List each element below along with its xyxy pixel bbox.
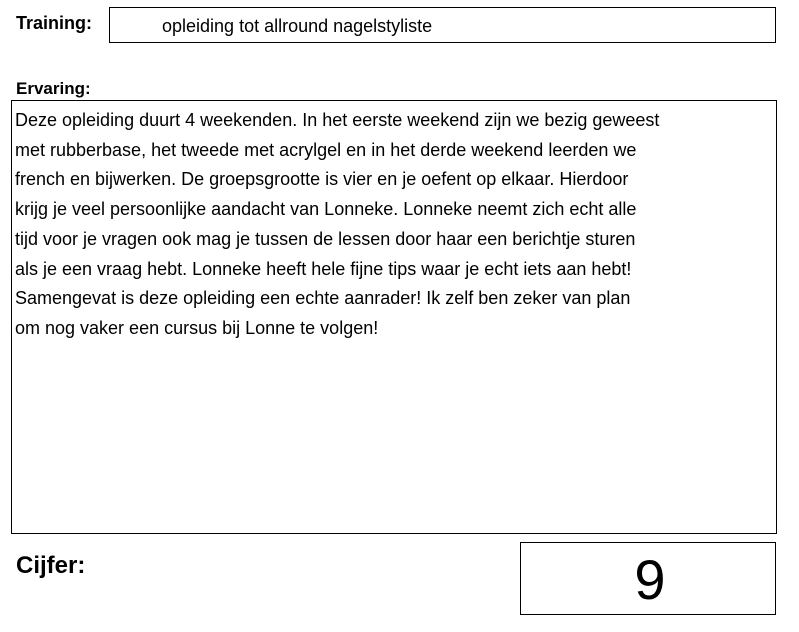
training-field[interactable] (109, 7, 776, 43)
ervaring-field[interactable] (11, 100, 777, 534)
ervaring-text: Deze opleiding duurt 4 weekenden. In het eerste weekend zijn we bezig geweest met rubberbase, het tweede met acrylgel en in het derde weekend leerden we french en bijwerken. De groepsgrootte is vier en je oefent op elkaar. Hierdoor krijg je veel persoonlijke aandacht van Lonneke. Lonneke neemt zich echt alle tijd voor je vragen ook mag je tussen de lessen door haar een berichtje sturen als je een vraag hebt. Lonneke heeft hele fijne tips waar je echt iets aan hebt! Samengevat is deze opleiding een echte aanrader! Ik zelf ben zeker van plan om nog vaker een cursus bij Lonne te volgen! (15, 110, 660, 338)
cijfer-field[interactable] (520, 542, 776, 615)
cijfer-value: 9 (634, 548, 666, 611)
ervaring-label: Ervaring: (16, 79, 91, 98)
cijfer-label: Cijfer: (16, 552, 86, 579)
training-label: Training: (16, 13, 92, 33)
training-value: opleiding tot allround nagelstyliste (162, 16, 433, 36)
